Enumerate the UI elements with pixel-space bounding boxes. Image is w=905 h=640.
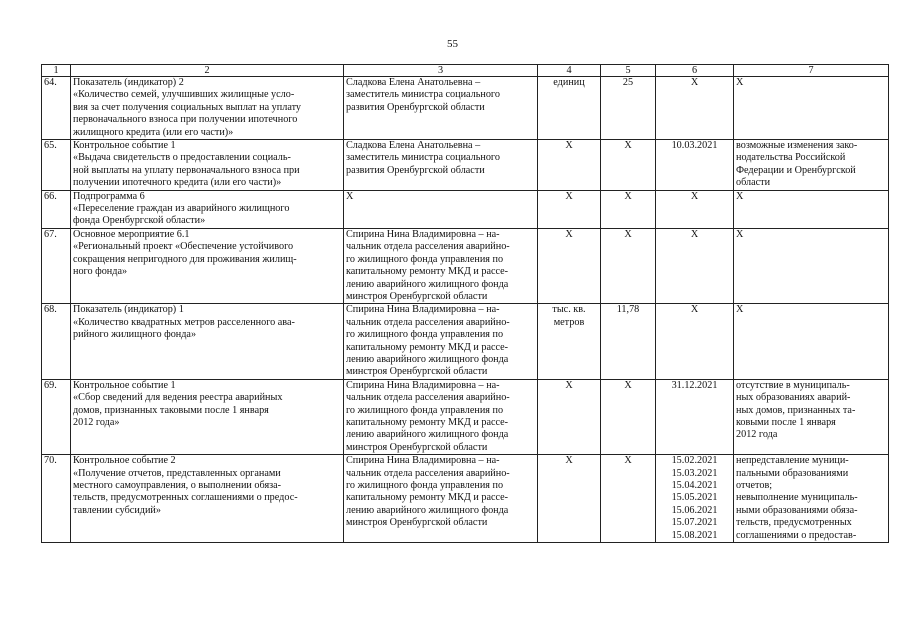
deadline-date [656, 304, 734, 379]
risk-note-line: пальными образованиями [736, 467, 849, 479]
responsible-person-line: минстроя Оренбургской области [346, 290, 488, 302]
target-value-line: Х [624, 228, 632, 240]
event-description [71, 455, 344, 543]
responsible-person [344, 140, 538, 191]
deadline-date-line: 15.06.2021 [671, 504, 718, 516]
unit-of-measure-line: метров [553, 316, 585, 328]
event-description-line: «Сбор сведений для ведения реестра аварийных [73, 392, 283, 404]
responsible-person-line: чальник отдела расселения аварийно- [346, 241, 510, 253]
responsible-person-line: Сладкова Елена Анатольевна – [346, 77, 481, 88]
deadline-date-line: 15.07.2021 [671, 517, 718, 529]
responsible-person-line: развития Оренбургской области [346, 101, 485, 113]
responsible-person [344, 190, 538, 228]
responsible-person-line: капитальному ремонту МКД и рассе- [346, 492, 509, 504]
risk-note-line: Х [736, 190, 744, 202]
risk-note [734, 379, 889, 454]
event-description-line: тавлении субсидий» [73, 504, 161, 516]
deadline-date [656, 455, 734, 543]
unit-of-measure-line: единиц [553, 77, 585, 88]
deadline-date [656, 190, 734, 228]
responsible-person-line: лению аварийного жилищного фонда [346, 353, 509, 365]
table-row [42, 379, 889, 454]
unit-of-measure [538, 228, 601, 303]
responsible-person-line: чальник отдела расселения аварийно- [346, 316, 510, 328]
event-description-line: Контрольное событие 1 [73, 379, 176, 391]
responsible-person-line: чальник отдела расселения аварийно- [346, 467, 510, 479]
responsible-person-line: лению аварийного жилищного фонда [346, 504, 509, 516]
risk-note [734, 190, 889, 228]
responsible-person-line: лению аварийного жилищного фонда [346, 278, 509, 290]
unit-of-measure-line: Х [565, 379, 573, 391]
risk-note-line: отсутствие в муниципаль- [736, 379, 850, 391]
unit-of-measure [538, 190, 601, 228]
header-cell: 3 [344, 65, 538, 77]
header-cell: 5 [601, 65, 656, 77]
event-description [71, 140, 344, 191]
deadline-date-line: 15.05.2021 [671, 492, 718, 504]
responsible-person [344, 77, 538, 140]
event-description [71, 228, 344, 303]
event-description-line: ного фонда» [73, 266, 128, 278]
responsible-person-line: Спирина Нина Владимировна – на- [346, 455, 500, 467]
responsible-person-line: заместитель министра социального [346, 152, 500, 164]
header-cell: 4 [538, 65, 601, 77]
unit-of-measure-line: Х [565, 228, 573, 240]
event-description-line: вия за счет получения социальных выплат на уплату [73, 101, 301, 113]
header-cell: 2 [71, 65, 344, 77]
responsible-person [344, 455, 538, 543]
responsible-person [344, 304, 538, 379]
event-description-line: ной выплаты на уплату первоначального взноса при [73, 164, 300, 176]
responsible-person-line: го жилищного фонда управления по [346, 480, 504, 491]
responsible-person-line: развития Оренбургской области [346, 164, 485, 176]
event-description-line: тельств, предусмотренных соглашениями о предос- [73, 492, 298, 504]
unit-of-measure [538, 455, 601, 543]
deadline-date [656, 77, 734, 140]
responsible-person [344, 379, 538, 454]
header-cell: 6 [656, 65, 734, 77]
risk-note-line: Х [736, 304, 744, 316]
risk-note-line: Х [736, 228, 744, 240]
responsible-person-line: заместитель министра социального [346, 89, 500, 101]
target-value-line: 11,78 [616, 304, 640, 316]
responsible-person [344, 228, 538, 303]
row-number: 64. [42, 77, 71, 140]
risk-note-line: ных образованиях аварий- [736, 392, 851, 404]
risk-note-line: ковыми после 1 января [736, 416, 836, 428]
event-description-line: «Региональный проект «Обеспечение устойчивого [73, 241, 294, 253]
unit-of-measure [538, 379, 601, 454]
responsible-person-line: Спирина Нина Владимировна – на- [346, 379, 500, 391]
responsible-person-line: капитальному ремонту МКД и рассе- [346, 266, 509, 278]
risk-note [734, 304, 889, 379]
responsible-person-line: капитальному ремонту МКД и рассе- [346, 416, 509, 428]
table-row [42, 140, 889, 191]
target-value-line: Х [624, 190, 632, 202]
target-value [601, 190, 656, 228]
deadline-date-line: 15.04.2021 [671, 480, 718, 491]
event-description-line: Основное мероприятие 6.1 [73, 228, 190, 240]
plan-table [41, 64, 889, 543]
event-description [71, 190, 344, 228]
risk-note [734, 228, 889, 303]
responsible-person-line: минстроя Оренбургской области [346, 517, 488, 529]
event-description [71, 77, 344, 140]
row-number: 66. [42, 190, 71, 228]
deadline-date-line: Х [690, 304, 699, 316]
event-description-line: Показатель (индикатор) 1 [73, 304, 184, 316]
event-description-line: «Получение отчетов, представленных органами [73, 467, 281, 479]
event-description-line: местного самоуправления, о выполнении обяза- [73, 480, 282, 491]
deadline-date-line: Х [690, 77, 699, 88]
responsible-person-line: Спирина Нина Владимировна – на- [346, 304, 500, 316]
unit-of-measure-line: тыс. кв. [552, 304, 586, 316]
target-value-line: Х [624, 379, 632, 391]
target-value-line: Х [624, 140, 632, 152]
deadline-date-line: 10.03.2021 [671, 140, 718, 152]
event-description-line: Контрольное событие 2 [73, 455, 176, 467]
target-value-line: 25 [622, 77, 634, 88]
event-description-line: первоначального взноса при получении ипотечного [73, 114, 298, 126]
risk-note-line: тельств, предусмотренных [736, 517, 852, 529]
risk-note-line: Х [736, 77, 744, 88]
table-row [42, 228, 889, 303]
responsible-person-line: Спирина Нина Владимировна – на- [346, 228, 500, 240]
event-description-line: 2012 года» [73, 416, 120, 428]
deadline-date-line: Х [690, 190, 699, 202]
risk-note-line: 2012 года [736, 429, 778, 441]
header-row [42, 65, 889, 77]
target-value [601, 455, 656, 543]
row-number: 68. [42, 304, 71, 379]
event-description [71, 379, 344, 454]
event-description-line: жилищного кредита (или его части)» [73, 126, 234, 138]
target-value [601, 379, 656, 454]
unit-of-measure-line: Х [565, 190, 573, 202]
page-number: 55 [447, 38, 458, 50]
row-number: 67. [42, 228, 71, 303]
event-description-line: получении ипотечного кредита (или его части)» [73, 177, 282, 189]
unit-of-measure [538, 77, 601, 140]
event-description [71, 304, 344, 379]
event-description-line: рийного жилищного фонда» [73, 329, 197, 341]
risk-note-line: области [736, 177, 771, 189]
event-description-line: «Количество семей, улучшивших жилищные усло- [73, 89, 295, 101]
deadline-date [656, 140, 734, 191]
risk-note-line: нодательства Российской [736, 152, 846, 164]
event-description-line: Показатель (индикатор) 2 [73, 77, 184, 88]
responsible-person-line: капитальному ремонту МКД и рассе- [346, 341, 509, 353]
deadline-date-line: 15.08.2021 [671, 529, 718, 541]
row-number: 65. [42, 140, 71, 191]
risk-note-line: отчетов; [736, 480, 773, 491]
deadline-date-line: 31.12.2021 [671, 379, 718, 391]
table-row [42, 455, 889, 543]
event-description-line: домов, признанных таковыми после 1 января [73, 404, 269, 416]
event-description-line: «Выдача свидетельств о предоставлении социаль- [73, 152, 291, 164]
event-description-line: Подпрограмма 6 [73, 190, 145, 202]
risk-note [734, 77, 889, 140]
responsible-person-line: лению аварийного жилищного фонда [346, 429, 509, 441]
deadline-date [656, 379, 734, 454]
event-description-line: сокращения непригодного для проживания жилищ- [73, 253, 297, 265]
deadline-date [656, 228, 734, 303]
target-value [601, 140, 656, 191]
target-value [601, 228, 656, 303]
event-description-line: «Количество квадратных метров расселенного ава- [73, 316, 295, 328]
row-number: 69. [42, 379, 71, 454]
risk-note-line: непредставление муници- [736, 455, 849, 467]
risk-note-line: ных домов, признанных та- [736, 404, 856, 416]
risk-note-line: ными образованиями обяза- [736, 504, 858, 516]
table-row [42, 77, 889, 140]
responsible-person-line: Сладкова Елена Анатольевна – [346, 140, 481, 152]
table-row [42, 304, 889, 379]
unit-of-measure [538, 140, 601, 191]
deadline-date-line: 15.02.2021 [671, 455, 718, 467]
risk-note-line: Федерации и Оренбургской [736, 164, 856, 176]
header-cell: 1 [42, 65, 71, 77]
row-number: 70. [42, 455, 71, 543]
deadline-date-line: 15.03.2021 [671, 467, 718, 479]
event-description-line: Контрольное событие 1 [73, 140, 176, 152]
risk-note-line: соглашениями о предостав- [736, 529, 857, 541]
target-value [601, 304, 656, 379]
table-row [42, 190, 889, 228]
unit-of-measure [538, 304, 601, 379]
target-value [601, 77, 656, 140]
risk-note-line: возможные изменения зако- [736, 140, 858, 152]
responsible-person-line: го жилищного фонда управления по [346, 404, 504, 416]
responsible-person-line: го жилищного фонда управления по [346, 329, 504, 341]
unit-of-measure-line: Х [565, 140, 573, 152]
responsible-person-line: минстроя Оренбургской области [346, 441, 488, 453]
responsible-person-line: го жилищного фонда управления по [346, 253, 504, 265]
responsible-person-line: Х [346, 190, 354, 202]
risk-note-line: невыполнение муниципаль- [736, 492, 858, 504]
unit-of-measure-line: Х [565, 455, 573, 467]
risk-note [734, 140, 889, 191]
deadline-date-line: Х [690, 228, 699, 240]
responsible-person-line: чальник отдела расселения аварийно- [346, 392, 510, 404]
event-description-line: фонда Оренбургской области» [73, 215, 206, 227]
risk-note [734, 455, 889, 543]
target-value-line: Х [624, 455, 632, 467]
responsible-person-line: минстроя Оренбургской области [346, 366, 488, 378]
event-description-line: «Переселение граждан из аварийного жилищного [73, 203, 290, 215]
header-cell: 7 [734, 65, 889, 77]
